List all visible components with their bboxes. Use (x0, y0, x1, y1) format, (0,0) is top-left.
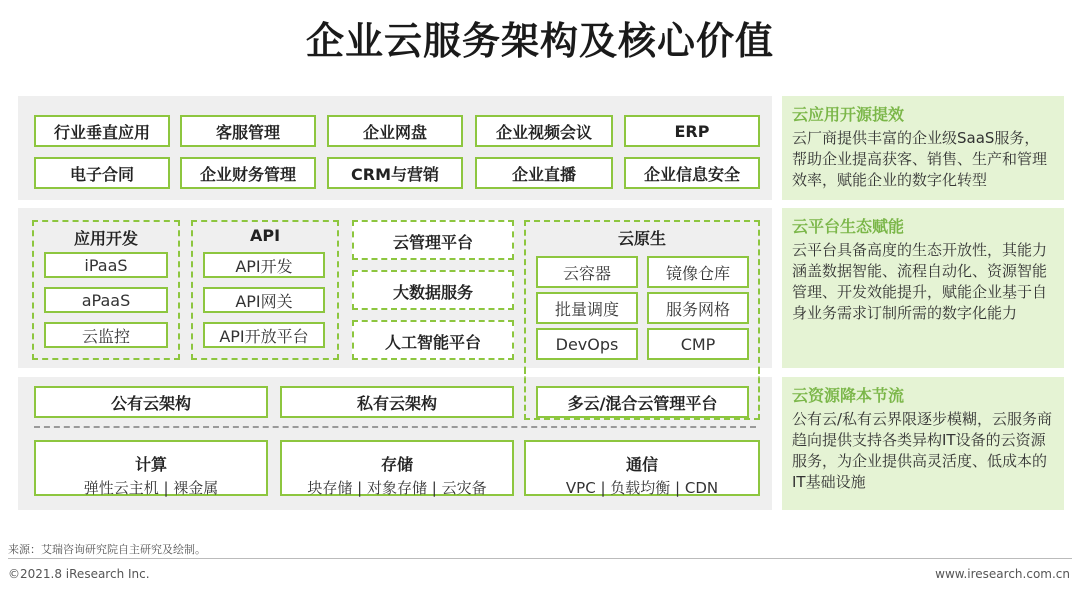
source-note: 来源：艾瑞咨询研究院自主研究及绘制。 (8, 543, 206, 556)
arch-box: 多云/混合云管理平台 (536, 386, 749, 418)
api-label: API (249, 226, 281, 245)
infra-title: 存储 (380, 455, 413, 474)
paas-item: CMP (647, 328, 749, 360)
arch-box: 私有云架构 (280, 386, 514, 418)
platform-label: 大数据服务 (392, 283, 473, 302)
infra-network (524, 440, 760, 496)
panel-title: 云资源降本节流 (792, 386, 905, 405)
cloud-native-label: 云原生 (617, 229, 666, 248)
infra-title: 通信 (625, 455, 658, 474)
paas-item: 批量调度 (536, 292, 638, 324)
saas-box: 行业垂直应用 (34, 115, 170, 147)
paas-item: API开放平台 (203, 322, 325, 348)
saas-box: 企业财务管理 (180, 157, 316, 189)
value-panel-iaas (782, 377, 1064, 510)
paas-item: API网关 (203, 287, 325, 313)
infra-storage (280, 440, 514, 496)
infra-sub: 弹性云主机 | 裸金属 (83, 479, 219, 497)
paas-item: 云容器 (536, 256, 638, 288)
saas-box: CRM与营销 (327, 157, 463, 189)
panel-body: 云厂商提供丰富的企业级SaaS服务，帮助企业提高获客、销售、生产和管理效率，赋能企业的数字化转型 (792, 129, 1048, 189)
paas-item: aPaaS (44, 287, 168, 313)
app-dev-label: 应用开发 (73, 229, 138, 248)
paas-item: 服务网格 (647, 292, 749, 324)
value-panel-saas (782, 96, 1064, 200)
panel-title: 云应用开源提效 (792, 105, 905, 124)
panel-body: 云平台具备高度的生态开放性，其能力涵盖数据智能、流程自动化、资源智能管理、开发效能提升，赋能企业基于自身业务需求订制所需的数字化能力 (792, 241, 1048, 322)
copyright: ©2021.8 iResearch Inc. (8, 567, 150, 581)
paas-item: DevOps (536, 328, 638, 360)
infra-sub: VPC | 负载均衡 | CDN (565, 479, 719, 497)
arch-box: 公有云架构 (34, 386, 268, 418)
paas-item: API开发 (203, 252, 325, 278)
saas-box: 企业信息安全 (624, 157, 760, 189)
paas-item: 云监控 (44, 322, 168, 348)
saas-box: 企业视频会议 (475, 115, 613, 147)
infra-sub: 块存储 | 对象存储 | 云灾备 (307, 479, 487, 497)
platform-label: 人工智能平台 (384, 333, 481, 352)
saas-box: 电子合同 (34, 157, 170, 189)
platform-label: 云管理平台 (392, 233, 473, 252)
infra-title: 计算 (134, 455, 167, 474)
infra-compute (34, 440, 268, 496)
page-title: 企业云服务架构及核心价值 (305, 19, 774, 63)
panel-body: 公有云/私有云界限逐步模糊，云服务商趋向提供支持各类异构IT设备的云资源服务，为企业提供高灵活度、低成本的IT基础设施 (792, 410, 1053, 491)
saas-box: 企业网盘 (327, 115, 463, 147)
panel-title: 云平台生态赋能 (792, 217, 905, 236)
site-url: www.iresearch.com.cn (935, 567, 1070, 581)
saas-box: 企业直播 (475, 157, 613, 189)
saas-box: 客服管理 (180, 115, 316, 147)
saas-box: ERP (624, 115, 760, 147)
paas-item: iPaaS (44, 252, 168, 278)
value-panel-paas (782, 208, 1064, 368)
footer-divider (8, 558, 1072, 559)
paas-item: 镜像仓库 (647, 256, 749, 288)
iaas-divider (34, 426, 756, 428)
